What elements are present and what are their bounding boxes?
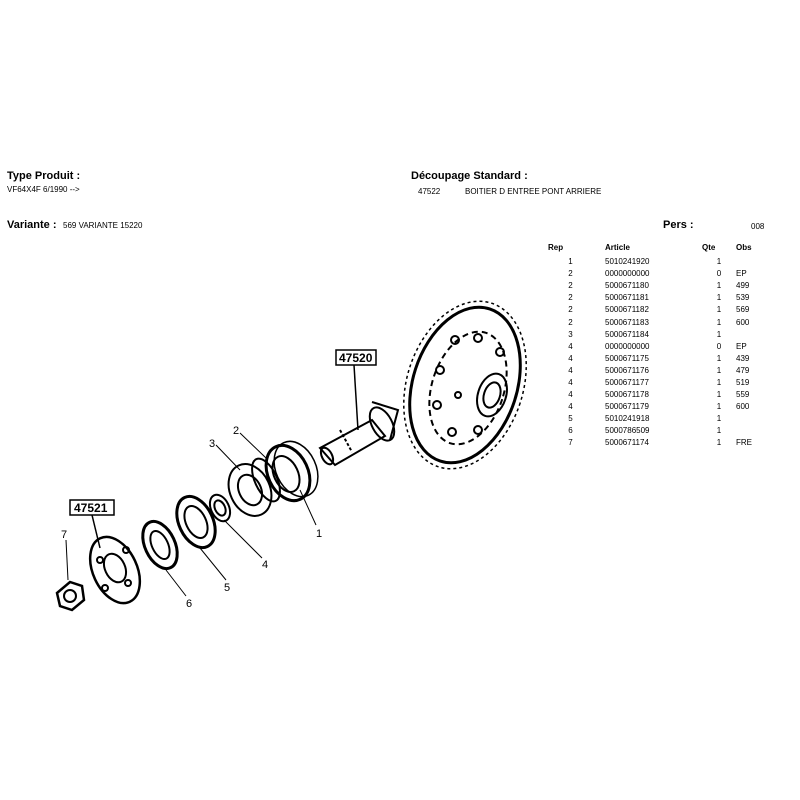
cell-obs: EP [736,341,747,351]
cell-obs: 539 [736,293,750,303]
cell-obs: FRE [736,438,752,448]
col-header-article: Article [605,243,630,252]
decoupage-label: Découpage Standard : [411,170,528,182]
col-header-qte: Qte [702,243,716,252]
bearing-1 [258,434,327,507]
callout-2: 2 [233,425,240,437]
cell-obs: 559 [736,390,750,400]
cell-qte: 1 [716,438,722,448]
cell-rep: 4 [568,390,573,400]
cell-qte: 1 [716,305,722,315]
cell-article: 5000671178 [605,390,649,400]
cell-qte: 1 [716,281,722,291]
cell-article: 5010241920 [605,257,650,267]
cell-rep: 7 [568,438,573,448]
cell-article: 5000671182 [605,305,649,315]
cell-qte: 1 [716,414,722,424]
cell-article: 5010241918 [605,414,650,424]
variante-label: Variante : [7,219,57,231]
cell-rep: 2 [568,269,573,279]
callout-5: 5 [224,582,231,594]
cell-qte: 1 [716,353,722,363]
cell-qte: 0 [716,269,722,279]
cell-rep: 3 [568,329,573,339]
cell-qte: 0 [716,341,722,351]
cell-obs: EP [736,269,747,279]
cell-article: 5000671183 [605,317,649,327]
cell-qte: 1 [716,426,722,436]
pinion-shaft [318,402,399,466]
callout-1: 1 [316,528,323,540]
cell-qte: 1 [716,293,722,303]
ref-leader-47520 [354,365,358,430]
cell-obs: 600 [736,317,750,327]
cell-article: 5000786509 [605,426,650,436]
cell-obs: 519 [736,377,750,387]
cell-rep: 2 [568,281,573,291]
cell-article: 5000671174 [605,438,649,448]
pers-label: Pers : [663,219,694,231]
cell-rep: 4 [568,353,573,363]
cell-rep: 4 [568,341,573,351]
cell-rep: 4 [568,377,573,387]
cell-rep: 2 [568,317,573,327]
crown-wheel [383,285,546,484]
decoupage-description: BOITIER D ENTREE PONT ARRIERE [465,187,602,196]
cell-article: 5000671181 [605,293,649,303]
cell-article: 5000671180 [605,281,649,291]
cell-article: 0000000000 [605,269,650,279]
cell-article: 5000671175 [605,353,649,363]
ref-47521-text: 47521 [74,501,108,515]
cell-qte: 1 [716,377,722,387]
spacer-4 [206,492,234,525]
cell-rep: 6 [568,426,573,436]
cell-obs: 569 [736,305,750,315]
cell-qte: 1 [716,317,722,327]
cell-article: 5000671176 [605,365,649,375]
cell-article: 0000000000 [605,341,650,351]
callout-4: 4 [262,559,269,571]
col-header-rep: Rep [548,243,564,252]
ref-47520-text: 47520 [339,351,373,365]
bearing-6 [136,516,184,574]
cell-qte: 1 [716,402,722,412]
cell-obs: 479 [736,365,750,375]
type-produit-label: Type Produit : [7,170,81,182]
cell-rep: 1 [568,257,573,267]
callout-3: 3 [209,438,216,450]
type-produit-value: VF64X4F 6/1990 --> [7,185,80,194]
callout-6: 6 [186,598,193,610]
cell-obs: 439 [736,353,750,363]
cell-rep: 4 [568,402,573,412]
callout-7: 7 [61,529,68,541]
cell-rep: 5 [568,414,573,424]
flange [80,529,149,611]
variante-value: 569 VARIANTE 15220 [63,221,143,230]
cell-article: 5000671184 [605,329,649,339]
cell-qte: 1 [716,257,722,267]
nut-7 [57,582,84,610]
decoupage-code: 47522 [418,187,441,196]
col-header-obs: Obs [736,243,752,252]
cell-rep: 2 [568,293,573,303]
cell-rep: 4 [568,365,573,375]
pers-value: 008 [751,222,765,231]
cell-article: 5000671179 [605,402,649,412]
cell-obs: 499 [736,281,750,291]
cell-qte: 1 [716,329,722,339]
cell-article: 5000671177 [605,377,649,387]
cell-rep: 2 [568,305,573,315]
cell-obs: 600 [736,402,750,412]
cell-qte: 1 [716,365,722,375]
cell-qte: 1 [716,390,722,400]
